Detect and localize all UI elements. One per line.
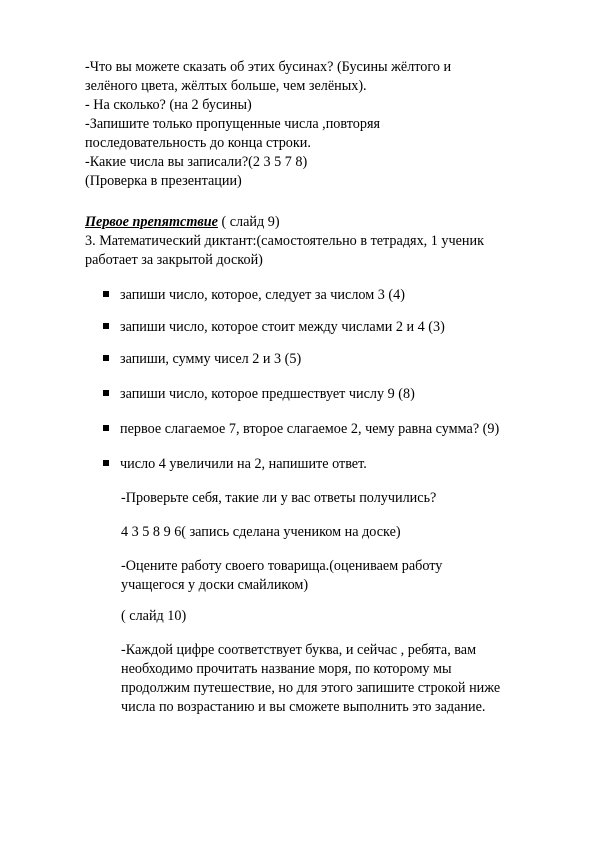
task-line-1: 3. Математический диктант:(самостоятельно в тетрадях, 1 ученик <box>85 233 485 249</box>
bullet-icon <box>103 390 109 396</box>
list-item <box>103 350 301 368</box>
list-item-text: запиши число, которое стоит между числами 2 и 4 (3) <box>120 319 445 335</box>
bullet-icon <box>103 355 109 361</box>
intro-line-6: -Какие числа вы записали?(2 3 5 7 8) <box>85 154 308 170</box>
list-item-text: запиши число, которое предшествует числу 9 (8) <box>120 386 415 402</box>
intro-line-2: зелёного цвета, жёлтых больше, чем зелёных). <box>85 78 367 94</box>
bullet-icon <box>103 425 109 431</box>
list-item <box>103 385 415 403</box>
final-line-2: необходимо прочитать название моря, по которому мы <box>121 661 452 677</box>
intro-line-1: -Что вы можете сказать об этих бусинах? (Бусины жёлтого и <box>85 59 452 75</box>
section-heading-slide: ( слайд 9) <box>217 214 280 230</box>
list-item-text: запиши, сумму чисел 2 и 3 (5) <box>120 351 302 367</box>
bullet-icon <box>103 291 109 297</box>
answers-text: 4 3 5 8 9 6( запись сделана учеником на доске) <box>121 524 401 540</box>
task-line-2: работает за закрытой доской) <box>85 252 263 268</box>
final-line-3: продолжим путешествие, но для этого запишите строкой ниже <box>121 680 501 696</box>
list-item <box>103 420 499 438</box>
list-item <box>103 455 367 473</box>
section-heading-title: Первое препятствие <box>85 214 218 230</box>
check-text: -Проверьте себя, такие ли у вас ответы получились? <box>121 490 437 506</box>
evaluate-line-2: учащегося у доски смайликом) <box>121 577 309 593</box>
section-heading <box>85 213 280 231</box>
list-item-text: число 4 увеличили на 2, напишите ответ. <box>120 456 367 472</box>
list-item-text: первое слагаемое 7, второе слагаемое 2, чему равна сумма? (9) <box>120 421 500 437</box>
list-item <box>103 286 405 304</box>
final-line-1: -Каждой цифре соответствует буква, и сейчас , ребята, вам <box>121 642 477 658</box>
evaluate-line-1: -Оцените работу своего товарища.(оцениваем работу <box>121 558 443 574</box>
intro-line-3: - На сколько? (на 2 бусины) <box>85 97 252 113</box>
final-line-4: числа по возрастанию и вы сможете выполнить это задание. <box>121 699 486 715</box>
intro-line-5: последовательность до конца строки. <box>85 135 311 151</box>
list-item <box>103 318 445 336</box>
slide10-text: ( слайд 10) <box>121 608 187 624</box>
intro-line-7: (Проверка в презентации) <box>85 173 242 189</box>
bullet-icon <box>103 460 109 466</box>
bullet-icon <box>103 323 109 329</box>
intro-line-4: -Запишите только пропущенные числа ,повторяя <box>85 116 380 132</box>
list-item-text: запиши число, которое, следует за числом 3 (4) <box>120 287 405 303</box>
